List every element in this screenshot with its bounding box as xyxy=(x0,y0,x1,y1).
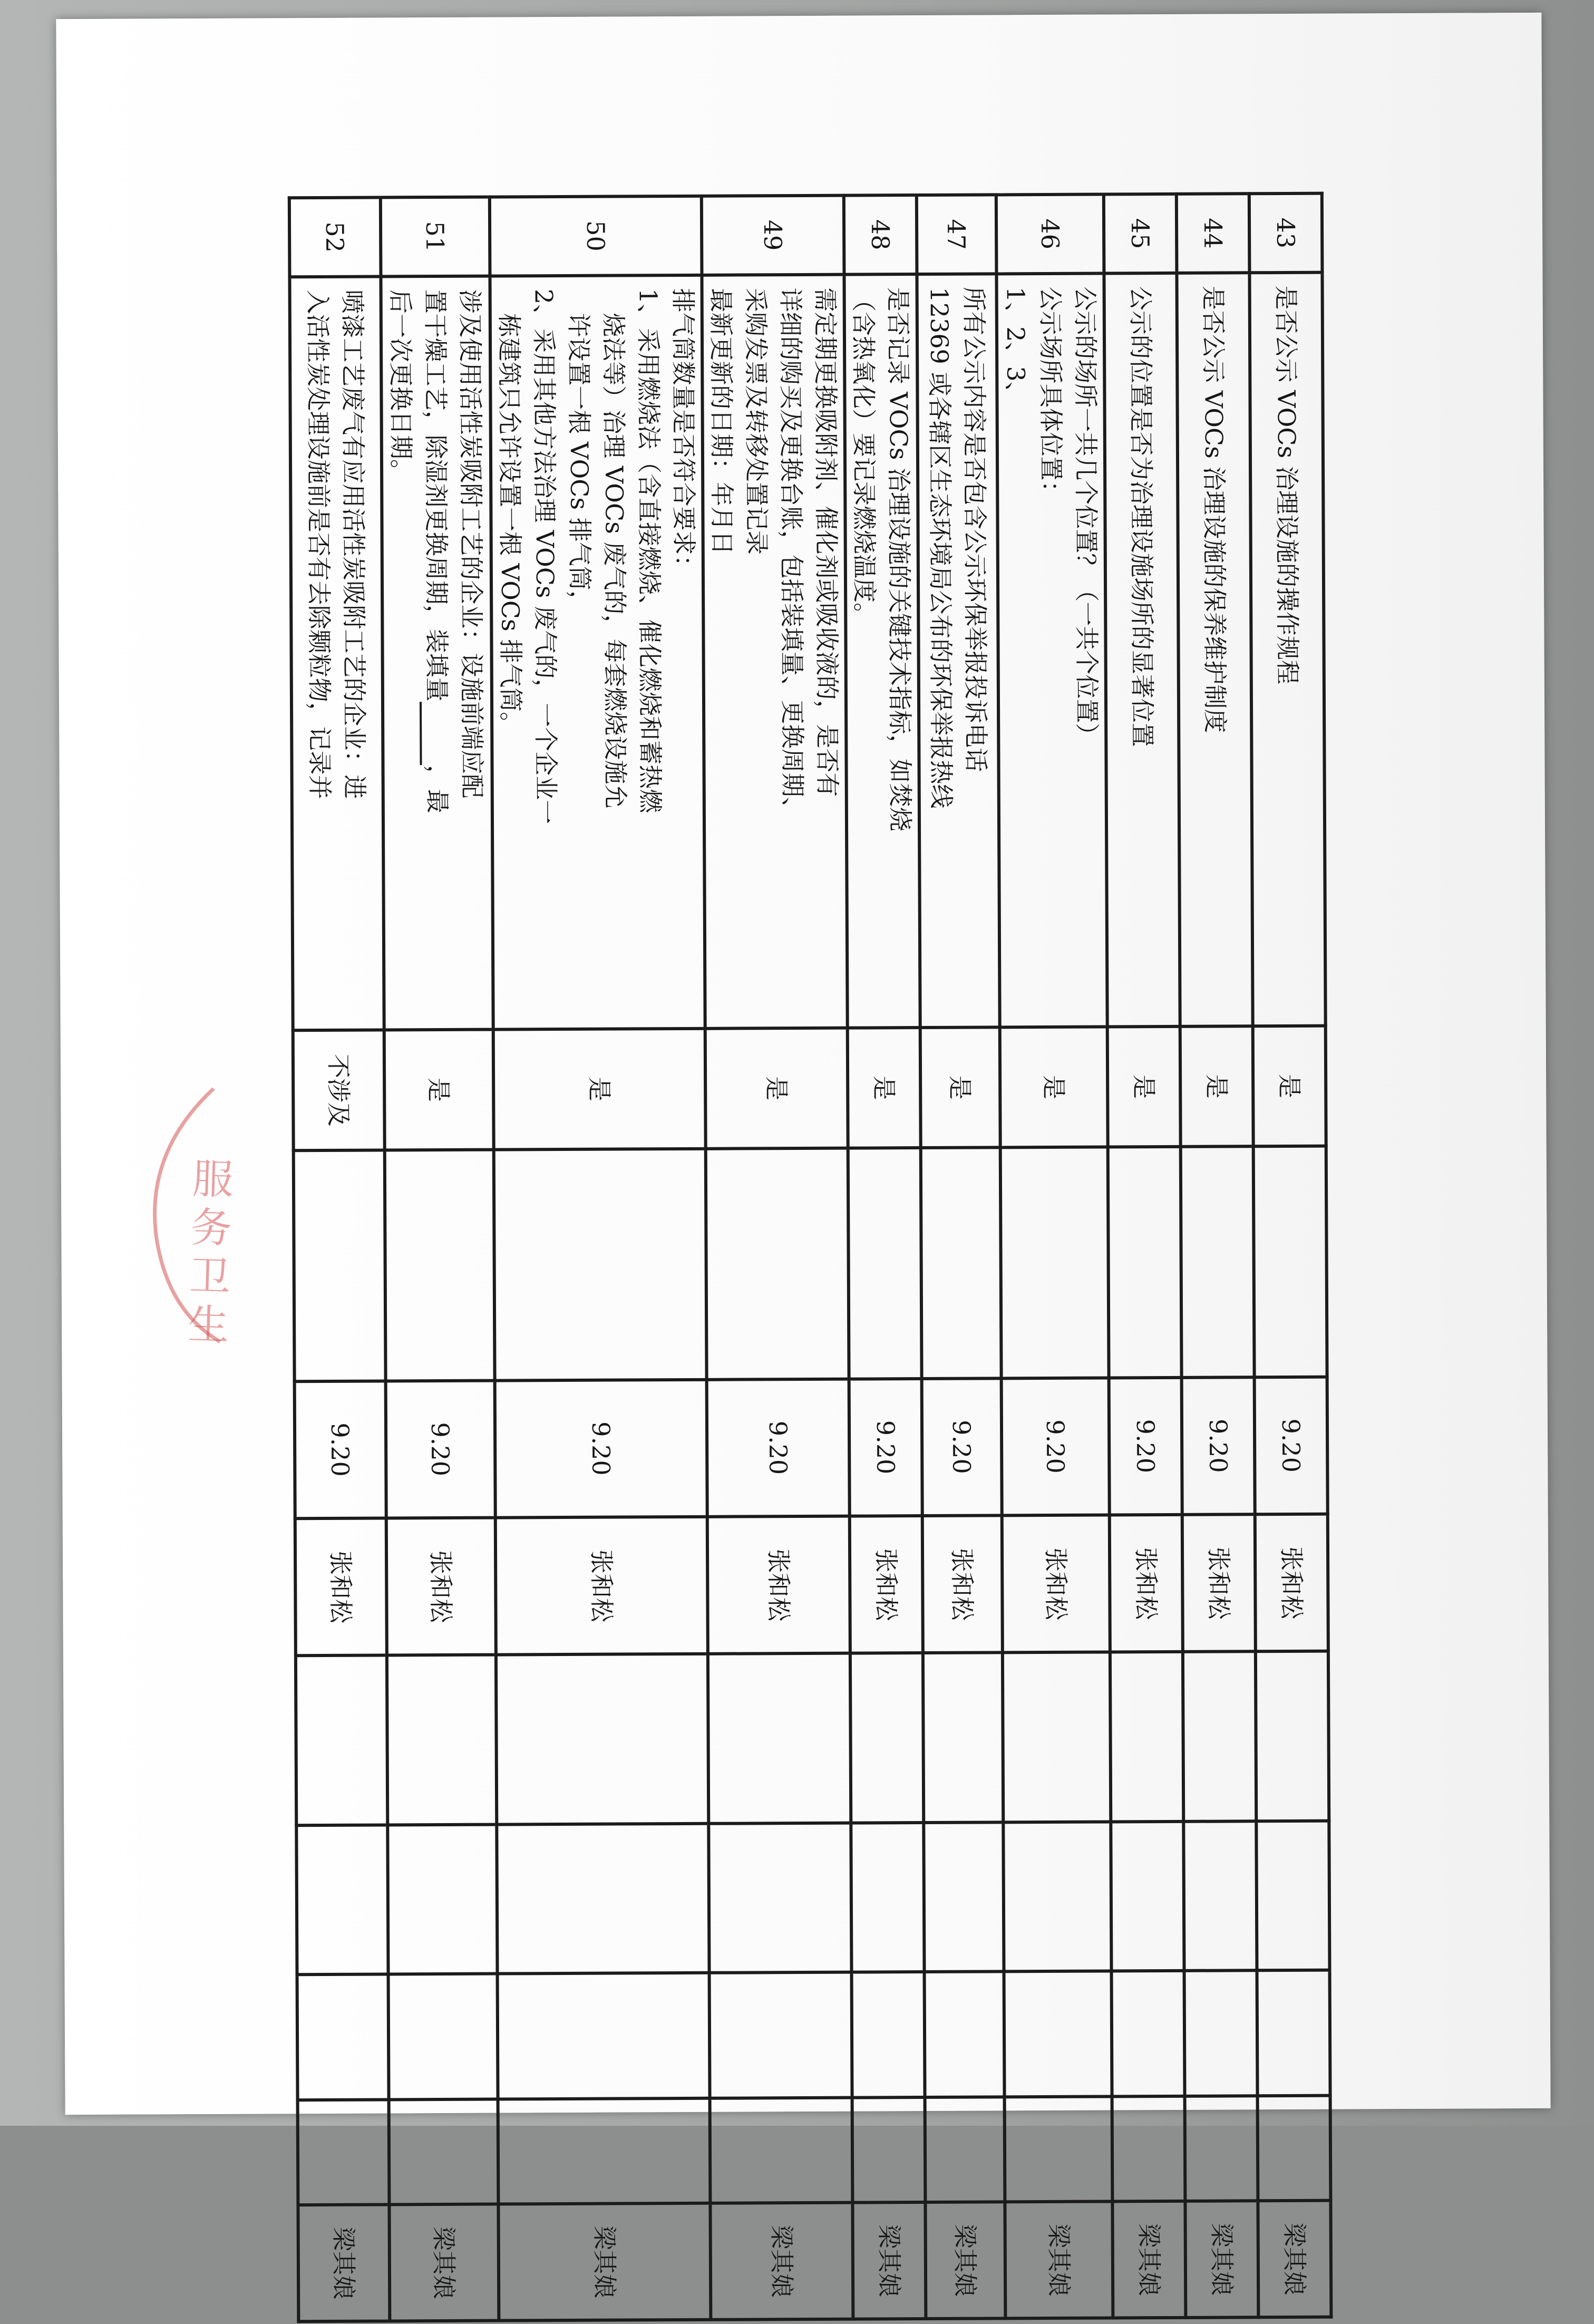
content-line: 需定期更换吸附剂、催化剂或吸收液的，是否有 xyxy=(811,287,842,797)
item-number-cell: 49 xyxy=(702,196,844,275)
item-number-cell: 52 xyxy=(289,197,381,276)
empty-cell xyxy=(1004,1971,1112,2097)
result-cell: 是 xyxy=(848,1028,921,1148)
item-content-cell xyxy=(381,276,493,1030)
seal-arc-icon xyxy=(134,1078,236,1353)
content-line: 最新更新的日期：年月日 xyxy=(706,288,736,555)
result-cell: 是 xyxy=(1000,1027,1108,1147)
content-line: （含热氧化）要记录燃烧温度。 xyxy=(849,287,879,627)
empty-cell xyxy=(1183,1652,1256,1822)
confirmer-cell: 梁其娘 xyxy=(298,2205,390,2321)
empty-cell xyxy=(498,1972,710,2099)
confirmer-cell: 梁其娘 xyxy=(925,2202,1005,2319)
red-seal-stamp xyxy=(134,1078,236,1353)
empty-cell xyxy=(848,1148,922,1379)
empty-cell xyxy=(1256,1821,1329,1970)
table-row xyxy=(1177,193,1259,2318)
content-line: 是否公示 VOCs 治理设施的保养维护制度 xyxy=(1199,286,1230,733)
table-row xyxy=(702,196,853,2320)
content-line: 是否公示 VOCs 治理设施的操作规程 xyxy=(1271,285,1302,684)
empty-cell xyxy=(924,1822,1004,1971)
inspector-cell: 张和松 xyxy=(707,1516,850,1654)
empty-cell xyxy=(298,2099,390,2205)
empty-cell xyxy=(385,1149,495,1381)
empty-cell xyxy=(494,1149,707,1381)
empty-cell xyxy=(921,1147,1002,1378)
empty-cell xyxy=(708,1653,851,1824)
empty-cell xyxy=(1112,2096,1185,2202)
confirmer-cell: 梁其娘 xyxy=(389,2204,499,2321)
empty-cell xyxy=(1256,1651,1329,1821)
content-line: 1、2、3、 xyxy=(1001,286,1031,406)
item-content-cell xyxy=(1104,273,1180,1027)
check-date-cell: 9.20 xyxy=(1255,1377,1328,1514)
result-cell: 是 xyxy=(1253,1026,1326,1146)
confirmer-cell: 梁其娘 xyxy=(852,2202,926,2319)
content-line: 烧法等）治理 VOCs 废气的，每套燃烧设施允 xyxy=(599,288,630,809)
empty-cell xyxy=(1185,2096,1258,2201)
empty-cell xyxy=(923,1653,1003,1823)
inspector-cell: 张和松 xyxy=(1002,1515,1110,1652)
item-content-cell xyxy=(996,273,1107,1028)
check-date-cell: 9.20 xyxy=(849,1379,922,1516)
empty-cell xyxy=(388,1973,498,2099)
item-content-cell xyxy=(1177,273,1252,1027)
empty-cell xyxy=(709,1972,852,2098)
content-line: 采购发票及转移处置记录 xyxy=(741,287,771,555)
confirmer-cell: 梁其娘 xyxy=(1005,2202,1113,2319)
inspection-checklist-table xyxy=(288,192,1333,2323)
result-cell: 是 xyxy=(384,1030,494,1150)
check-date-cell: 9.20 xyxy=(295,1381,386,1518)
content-line: 详细的购买及更换台账，包括装填量、更换周期、 xyxy=(776,287,807,821)
content-line: 公示场所具体位置： xyxy=(1036,286,1066,505)
empty-cell xyxy=(925,2097,1005,2202)
empty-cell xyxy=(852,1972,925,2098)
inspector-cell: 张和松 xyxy=(1182,1514,1256,1652)
result-cell: 是 xyxy=(920,1028,1000,1148)
item-number-cell: 46 xyxy=(996,194,1104,274)
item-content-cell xyxy=(844,274,920,1028)
inspector-cell: 张和松 xyxy=(922,1515,1003,1653)
inspector-cell: 张和松 xyxy=(295,1518,387,1655)
empty-cell xyxy=(1257,1970,1330,2096)
inspector-cell: 张和松 xyxy=(1255,1514,1328,1652)
content-line: 公示的场所一共几个位置？（一共个位置） xyxy=(1071,286,1102,748)
empty-cell xyxy=(851,1823,924,1972)
content-line: 是否记录 VOCs 治理设施的关键技术指标，如焚烧 xyxy=(883,287,915,832)
item-content-cell xyxy=(702,274,847,1029)
empty-cell xyxy=(498,2098,711,2204)
table-row xyxy=(1249,193,1331,2318)
result-cell: 是 xyxy=(1180,1027,1253,1147)
empty-cell xyxy=(850,1653,924,1823)
table-row xyxy=(1104,194,1186,2318)
content-line: 所有公示内容是否包含公示环保举报投诉电话 xyxy=(960,287,991,772)
item-number-cell: 43 xyxy=(1249,193,1323,273)
empty-cell xyxy=(708,1823,851,1973)
empty-cell xyxy=(1003,1822,1111,1971)
empty-cell xyxy=(296,1655,387,1825)
empty-cell xyxy=(1003,1652,1111,1822)
result-cell: 是 xyxy=(705,1028,848,1148)
item-number-cell: 51 xyxy=(381,197,490,277)
document-page xyxy=(56,13,1550,2300)
content-line: 入活性炭处理设施前是否有去除颗粒物，记录并 xyxy=(304,289,335,799)
empty-cell xyxy=(1112,1970,1185,2096)
empty-cell xyxy=(387,1655,497,1825)
table-row xyxy=(490,196,711,2321)
empty-cell xyxy=(497,1824,709,1973)
item-content-cell xyxy=(917,274,999,1028)
item-content-cell xyxy=(289,276,384,1031)
empty-cell xyxy=(1258,2095,1331,2201)
confirmer-cell: 梁其娘 xyxy=(1258,2201,1331,2317)
empty-cell xyxy=(925,1971,1005,2097)
table-row xyxy=(917,195,1006,2319)
content-line: 1、采用燃烧法（含直接燃烧、催化燃烧和蓄热燃 xyxy=(634,288,665,814)
check-date-cell: 9.20 xyxy=(922,1378,1002,1516)
confirmer-cell: 梁其娘 xyxy=(1112,2201,1185,2318)
empty-cell xyxy=(1111,1822,1184,1971)
empty-cell xyxy=(852,2097,926,2203)
fill-in-blank xyxy=(420,702,443,765)
empty-cell xyxy=(1183,1821,1257,1970)
item-content-cell xyxy=(490,275,705,1030)
check-date-cell: 9.20 xyxy=(707,1379,850,1517)
empty-cell xyxy=(1000,1147,1109,1378)
content-line: 栋建筑只允许设置一根 VOCs 排气筒。 xyxy=(494,288,526,737)
empty-cell xyxy=(297,1974,389,2100)
content-line: 置干燥工艺，除湿剂更换周期，装填量 xyxy=(421,289,452,702)
checklist-table-frame xyxy=(304,192,1333,2323)
content-line: ，最 xyxy=(423,764,452,814)
empty-cell xyxy=(1005,2096,1113,2202)
check-date-cell: 9.20 xyxy=(1109,1377,1182,1515)
item-number-cell: 44 xyxy=(1177,193,1250,273)
empty-cell xyxy=(389,2099,499,2204)
empty-cell xyxy=(387,1824,497,1974)
inspector-cell: 张和松 xyxy=(850,1516,923,1653)
content-line: 涉及使用活性炭吸附工艺的企业：设施前端应配 xyxy=(456,289,487,799)
content-line: 公示的位置是否为治理设施场所的显著位置 xyxy=(1126,286,1157,747)
result-cell: 是 xyxy=(1107,1027,1181,1147)
table-row xyxy=(289,197,390,2321)
stamp-lettering: 服务卫生 xyxy=(180,1156,234,1352)
empty-cell xyxy=(710,2097,853,2203)
content-line: 后一次更换日期。 xyxy=(386,289,416,484)
empty-cell xyxy=(1181,1146,1255,1377)
check-date-cell: 9.20 xyxy=(386,1380,495,1518)
item-number-cell: 48 xyxy=(844,195,917,274)
item-number-cell: 45 xyxy=(1104,194,1177,273)
content-line: 12369 或各辖区生态环境局公布的环保举报热线 xyxy=(925,287,956,809)
table-row xyxy=(844,195,926,2319)
inspector-cell: 张和松 xyxy=(386,1518,496,1655)
item-number-cell: 50 xyxy=(490,196,702,276)
result-cell: 是 xyxy=(493,1029,706,1149)
table-row xyxy=(996,194,1113,2318)
empty-cell xyxy=(1110,1652,1183,1822)
item-content-cell xyxy=(1249,272,1325,1026)
check-date-cell: 9.20 xyxy=(1002,1378,1110,1515)
empty-cell xyxy=(1253,1146,1327,1377)
content-line: 排气筒数量是否符合要求： xyxy=(668,288,698,579)
inspector-cell: 张和松 xyxy=(1110,1515,1183,1652)
check-date-cell: 9.20 xyxy=(1182,1377,1255,1515)
table-row xyxy=(381,197,499,2321)
confirmer-cell: 梁其娘 xyxy=(710,2203,853,2320)
empty-cell xyxy=(1184,1970,1258,2096)
result-cell: 不涉及 xyxy=(293,1030,385,1150)
empty-cell xyxy=(1108,1147,1182,1378)
empty-cell xyxy=(294,1150,386,1381)
empty-cell xyxy=(296,1825,388,1974)
inspector-cell: 张和松 xyxy=(495,1517,708,1655)
item-number-cell: 47 xyxy=(917,195,997,274)
empty-cell xyxy=(706,1148,849,1379)
content-line: 喷漆工艺废气有应用活性炭吸附工艺的企业：进 xyxy=(338,289,370,799)
confirmer-cell: 梁其娘 xyxy=(1185,2201,1258,2318)
confirmer-cell: 梁其娘 xyxy=(498,2203,711,2320)
empty-cell xyxy=(496,1654,708,1824)
content-line: 2、采用其他方法治理 VOCs 废气的，一个企业一 xyxy=(529,288,561,825)
content-line: 许设置一根 VOCs 排气筒， xyxy=(564,288,595,615)
check-date-cell: 9.20 xyxy=(495,1379,707,1517)
